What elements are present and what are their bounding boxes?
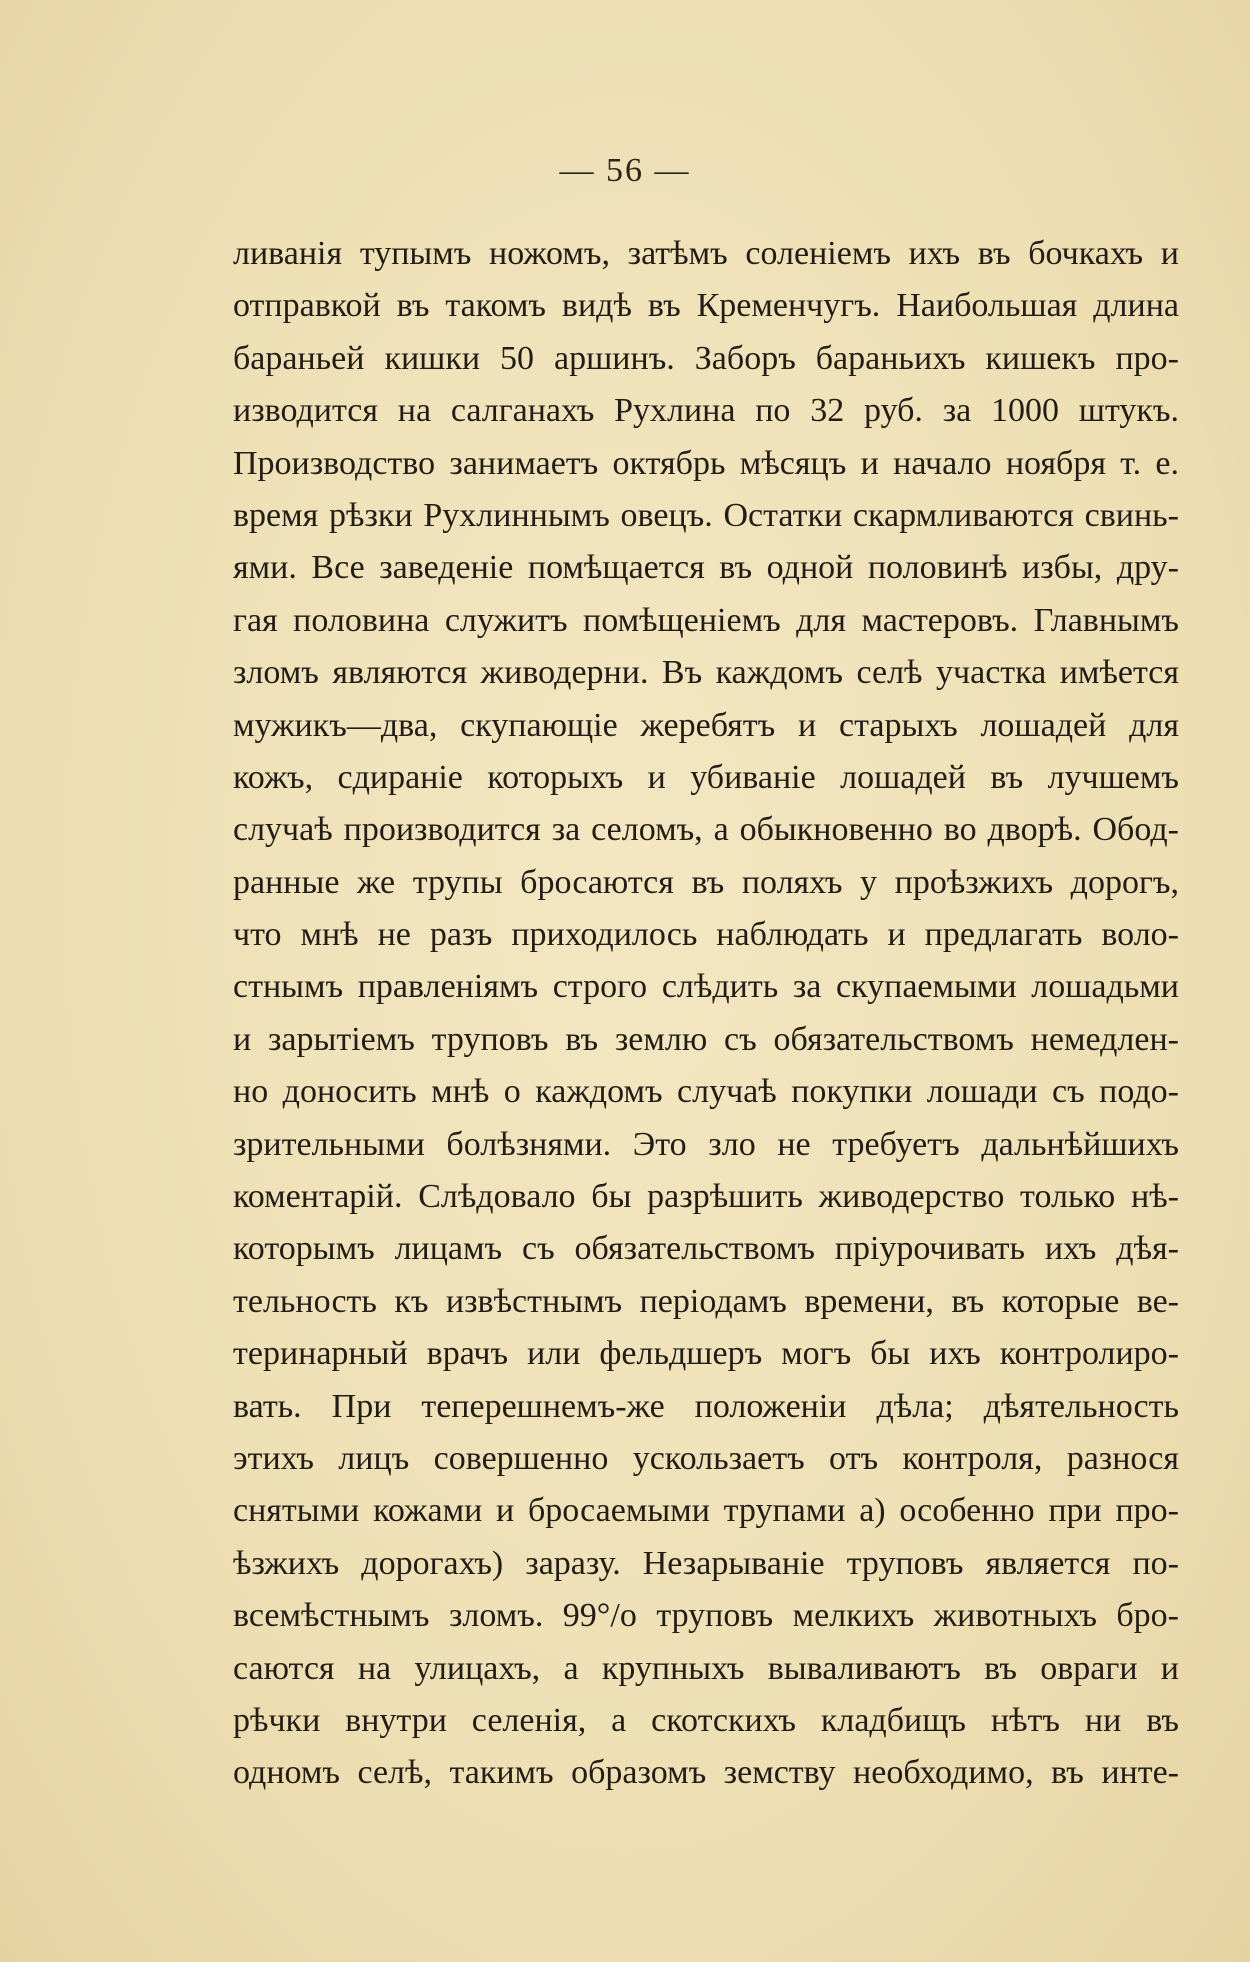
text-line: что мнѣ не разъ приходилось наблюдать и предлагать воло- — [233, 916, 1179, 954]
text-line: теринарный врачъ или фельдшеръ могъ бы ихъ контролиро- — [233, 1335, 1179, 1373]
text-line: мужикъ—два, скупающіе жеребятъ и старыхъ лошадей для — [233, 706, 1179, 744]
text-line: ѣзжихъ дорогахъ) заразу. Незарываніе труповъ является по- — [233, 1544, 1179, 1582]
text-line: ями. Все заведеніе помѣщается въ одной половинѣ избы, дру- — [233, 549, 1179, 587]
text-line: зломъ являются живодерни. Въ каждомъ селѣ участка имѣется — [233, 654, 1179, 692]
text-line: которымъ лицамъ съ обязательствомъ пріурочивать ихъ дѣя- — [233, 1230, 1179, 1268]
text-line: гая половина служитъ помѣщеніемъ для мастеровъ. Главнымъ — [233, 601, 1179, 639]
text-line: вать. При теперешнемъ-же положеніи дѣла; дѣятельность — [233, 1387, 1179, 1425]
text-line: зрительными болѣзнями. Это зло не требуетъ дальнѣйшихъ — [233, 1125, 1179, 1163]
text-line: стнымъ правленіямъ строго слѣдить за скупаемыми лошадьми — [233, 968, 1179, 1006]
text-line: бараньей кишки 50 аршинъ. Заборъ бараньихъ кишекъ про- — [233, 339, 1179, 377]
body-text — [233, 228, 1179, 1800]
text-line: одномъ селѣ, такимъ образомъ земству необходимо, въ инте- — [233, 1754, 1179, 1792]
text-line: этихъ лицъ совершенно ускользаетъ отъ контроля, разнося — [233, 1439, 1179, 1477]
text-line: Производство занимаетъ октябрь мѣсяцъ и начало ноября т. е. — [233, 444, 1179, 482]
text-line: время рѣзки Рухлиннымъ овецъ. Остатки скармливаются свинь- — [233, 496, 1179, 534]
text-line: но доносить мнѣ о каждомъ случаѣ покупки лошади съ подо- — [233, 1073, 1179, 1111]
text-line: всемѣстнымъ зломъ. 99°/о труповъ мелкихъ животныхъ бро- — [233, 1597, 1179, 1635]
text-line: и зарытіемъ труповъ въ землю съ обязательствомъ немедлен- — [233, 1020, 1179, 1058]
text-line: изводится на салганахъ Рухлина по 32 руб. за 1000 штукъ. — [233, 392, 1179, 430]
text-line: ранные же трупы бросаются въ поляхъ у проѣзжихъ дорогъ, — [233, 863, 1179, 901]
page-number: — 56 — — [559, 152, 691, 189]
text-line: рѣчки внутри селенія, а скотскихъ кладбищъ нѣтъ ни въ — [233, 1701, 1179, 1739]
text-line: снятыми кожами и бросаемыми трупами а) особенно при про- — [233, 1492, 1179, 1530]
text-line: саются на улицахъ, а крупныхъ вываливаютъ въ овраги и — [233, 1649, 1179, 1687]
text-line: отправкой въ такомъ видѣ въ Кременчугъ. Наибольшая длина — [233, 287, 1179, 325]
text-line: кожъ, сдираніе которыхъ и убиваніе лошадей въ лучшемъ — [233, 758, 1179, 796]
text-line: ливанія тупымъ ножомъ, затѣмъ соленіемъ ихъ въ бочкахъ и — [233, 235, 1179, 272]
text-line: коментарій. Слѣдовало бы разрѣшить живодерство только нѣ- — [233, 1178, 1179, 1216]
text-line: случаѣ производится за селомъ, а обыкновенно во дворѣ. Обод- — [233, 811, 1179, 849]
text-line: тельность къ извѣстнымъ періодамъ времени, въ которые ве- — [233, 1282, 1179, 1320]
